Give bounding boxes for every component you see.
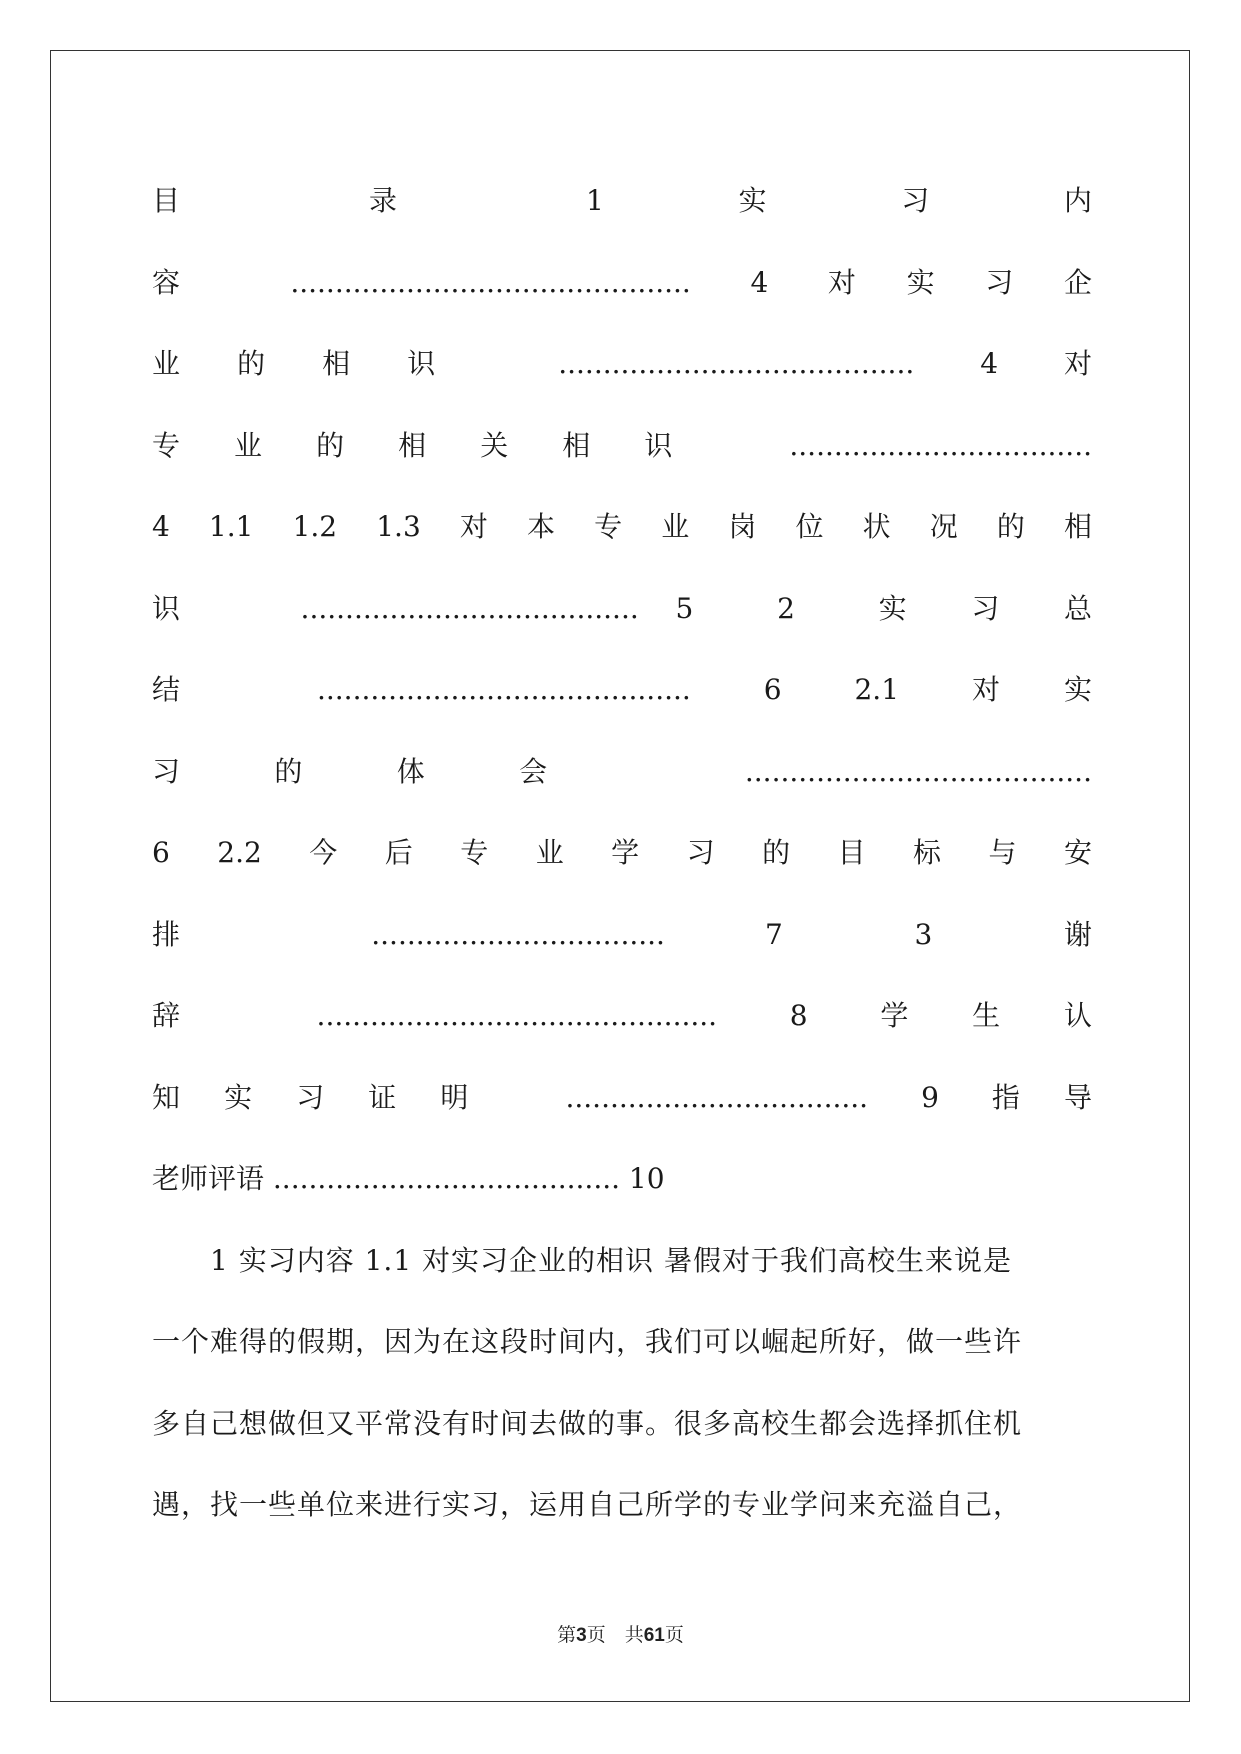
toc-line: 容 ............................................. 4 对实习企 — [152, 265, 1092, 299]
footer-mid: 页 共 — [586, 1624, 644, 1646]
toc-line: 知实习证明 .................................. 9 指导 — [152, 1080, 1092, 1114]
paragraph-line: 一个难得的假期，因为在这段时间内，我们可以崛起所好，做一些许 — [152, 1325, 1023, 1358]
document-content — [152, 160, 1092, 1546]
toc-line: 4 1.1 1.2 1.3 对 本 专 业 岗 位 状 况 的 相 — [152, 510, 1092, 543]
toc-line: 老师评语 ....................................... 10 — [152, 1162, 665, 1195]
toc-line: 专业的相关相识 .................................. — [152, 428, 1092, 462]
footer-page-number: 3 — [576, 1625, 587, 1646]
body-paragraph — [152, 1220, 1092, 1546]
paragraph-line: 遇，找一些单位来进行实习，运用自己所学的专业学问来充溢自己， — [152, 1488, 1023, 1521]
toc-line: 辞 ............................................. 8 学生认 — [152, 999, 1092, 1032]
footer-prefix: 第 — [557, 1624, 577, 1646]
page-footer — [0, 1620, 1241, 1647]
toc-line: 结 .......................................... 6 2.1 对实 — [152, 673, 1092, 706]
paragraph-line: 1 实习内容 1.1 对实习企业的相识 暑假对于我们高校生来说是 — [210, 1243, 1012, 1277]
toc-line: 业的相识 ........................................ 4 对 — [152, 347, 1092, 380]
paragraph-line: 多自己想做但又平常没有时间去做的事。很多高校生都会选择抓住机 — [152, 1406, 1023, 1440]
table-of-contents — [152, 160, 1092, 1220]
footer-suffix: 页 — [664, 1624, 684, 1646]
toc-line: 识 ...................................... 5 2 实 习 总 — [152, 591, 1092, 625]
toc-line: 目 录 1 实 习 内 — [152, 184, 1092, 217]
toc-line: 排 ................................. 7 3 谢 — [152, 917, 1092, 951]
footer-total-pages: 61 — [643, 1625, 665, 1646]
toc-line: 6 2.2 今 后 专 业 学 习 的 目 标 与 安 — [152, 836, 1092, 869]
toc-line: 习的体会 ....................................... — [152, 754, 1092, 788]
